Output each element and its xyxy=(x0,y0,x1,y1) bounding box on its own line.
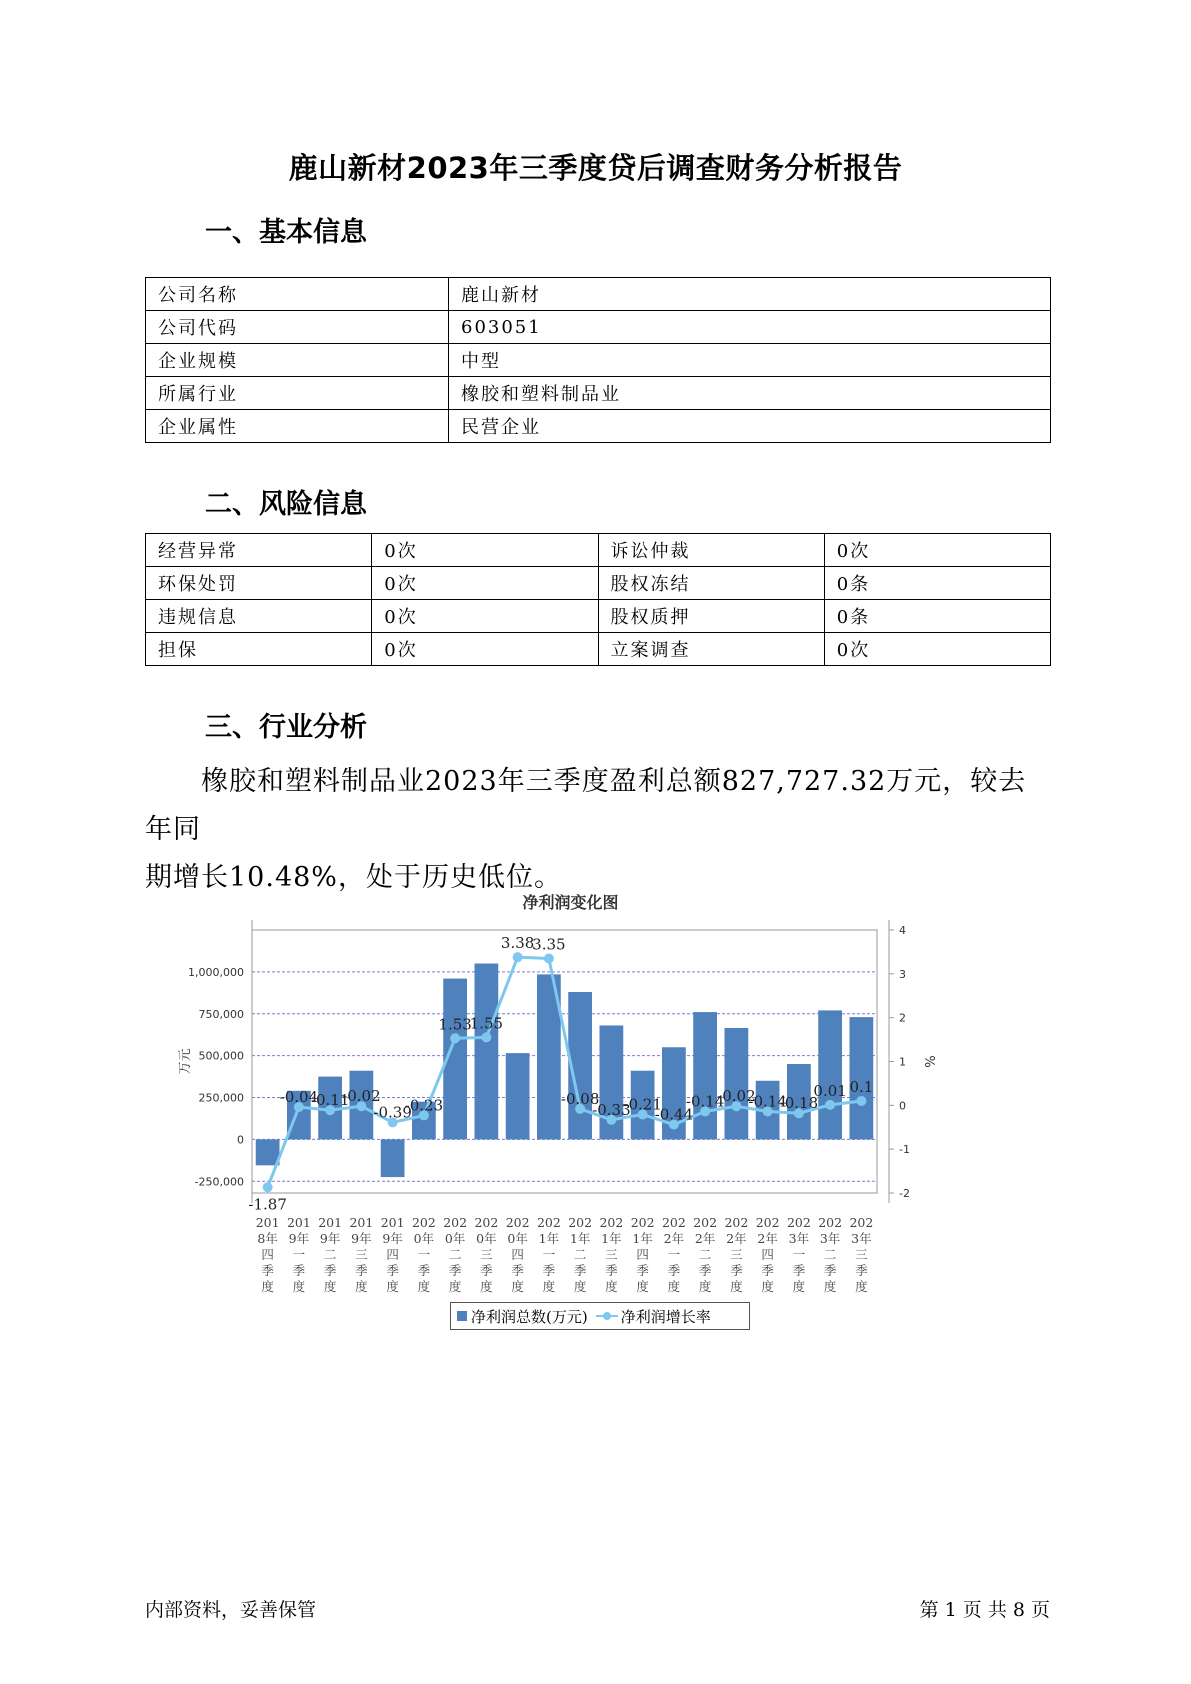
risk-info-label: 立案调查 xyxy=(598,633,824,666)
x-tick-label-line: 度 xyxy=(417,1279,431,1294)
x-tick-label-line: 度 xyxy=(730,1279,743,1294)
legend-item-line xyxy=(596,1306,711,1327)
x-tick-label-line: 度 xyxy=(698,1279,712,1294)
x-tick-label-line: 季 xyxy=(792,1263,806,1278)
legend-line-label: 净利润增长率 xyxy=(620,1307,711,1326)
footer-page-number: 第 1 页 共 8 页 xyxy=(919,1599,1050,1621)
section-heading-risk-info: 二、风险信息 xyxy=(205,489,367,520)
x-tick-label-line: 度 xyxy=(855,1279,868,1294)
x-tick-label-line: 季 xyxy=(448,1263,462,1278)
risk-info-value: 0次 xyxy=(372,567,598,600)
x-tick-label-line: 三 xyxy=(730,1247,743,1262)
x-tick-label-line: 2年 xyxy=(694,1231,716,1246)
x-tick-label-line: 季 xyxy=(355,1263,368,1278)
x-tick-label-line: 季 xyxy=(667,1263,681,1278)
risk-info-value: 0次 xyxy=(824,534,1050,567)
y-right-axis-title: % xyxy=(921,1055,936,1068)
paragraph-line-1: 橡胶和塑料制品业2023年三季度盈利总额827,727.32万元，较去年同 xyxy=(145,766,1027,845)
risk-info-value: 0次 xyxy=(372,633,598,666)
x-tick-label-line: 度 xyxy=(573,1279,587,1294)
x-tick-label xyxy=(349,1215,373,1294)
x-tick-label xyxy=(537,1215,561,1294)
y-left-tick-label: 500,000 xyxy=(198,1049,244,1063)
risk-info-table xyxy=(145,533,1051,666)
legend-item-bar xyxy=(457,1306,588,1327)
x-tick-label-line: 二 xyxy=(823,1247,837,1262)
bar-net-profit xyxy=(475,964,499,1140)
x-tick-label-line: 1年 xyxy=(569,1231,591,1246)
x-tick-label xyxy=(662,1215,686,1294)
x-tick-label-line: 3年 xyxy=(819,1231,841,1246)
x-tick-label-line: 202 xyxy=(411,1215,436,1230)
x-tick-label xyxy=(381,1215,405,1294)
basic-info-label: 所属行业 xyxy=(146,377,449,410)
basic-info-value: 中型 xyxy=(449,344,1051,377)
x-tick-label-line: 度 xyxy=(292,1279,306,1294)
basic-info-label: 企业规模 xyxy=(146,344,449,377)
y-left-tick-label: -250,000 xyxy=(194,1175,244,1189)
x-tick-label-line: 四 xyxy=(261,1247,274,1262)
x-tick-label-line: 9年 xyxy=(288,1231,310,1246)
x-tick-label-line: 201 xyxy=(255,1215,280,1230)
x-tick-label-line: 度 xyxy=(605,1279,618,1294)
data-label-growth-rate: -0.39 xyxy=(373,1103,412,1122)
legend-bar-label: 净利润总数(万元) xyxy=(471,1307,588,1326)
x-tick-label-line: 度 xyxy=(823,1279,837,1294)
basic-info-value: 603051 xyxy=(449,311,1051,344)
x-tick-label-line: 202 xyxy=(818,1215,843,1230)
x-tick-label-line: 202 xyxy=(599,1215,624,1230)
x-tick-label-line: 201 xyxy=(286,1215,311,1230)
x-tick-label xyxy=(849,1215,873,1294)
net-profit-chart xyxy=(175,878,1015,1298)
point-growth-rate xyxy=(481,1032,491,1042)
data-label-growth-rate: 3.38 xyxy=(500,934,535,953)
x-tick-label-line: 0年 xyxy=(507,1231,528,1246)
x-tick-label-line: 0年 xyxy=(444,1231,466,1246)
x-tick-label-line: 202 xyxy=(755,1215,780,1230)
y-left-tick-label: 0 xyxy=(237,1133,244,1147)
x-tick-label xyxy=(318,1215,342,1294)
x-tick-label-line: 3年 xyxy=(851,1231,872,1246)
x-tick-label-line: 季 xyxy=(605,1263,618,1278)
x-tick-label-line: 202 xyxy=(536,1215,561,1230)
x-tick-label-line: 季 xyxy=(698,1263,712,1278)
x-tick-label-line: 202 xyxy=(630,1215,655,1230)
x-tick-label-line: 0年 xyxy=(413,1231,435,1246)
bar-net-profit xyxy=(256,1139,280,1165)
point-growth-rate xyxy=(825,1100,835,1110)
basic-info-value: 橡胶和塑料制品业 xyxy=(449,377,1051,410)
x-tick-label xyxy=(818,1215,842,1294)
data-label-growth-rate: 1.53 xyxy=(438,1015,472,1034)
x-tick-label-line: 季 xyxy=(323,1263,337,1278)
x-tick-label-line: 度 xyxy=(542,1279,556,1294)
data-label-growth-rate: -0.08 xyxy=(560,1089,600,1108)
x-tick-label-line: 度 xyxy=(761,1279,774,1294)
plot-frame xyxy=(252,930,877,1193)
data-label-growth-rate: 0.01 xyxy=(813,1081,847,1100)
x-tick-label-line: 一 xyxy=(667,1247,681,1262)
x-tick-label-line: 一 xyxy=(292,1247,306,1262)
data-label-growth-rate: -0.14 xyxy=(685,1092,725,1111)
data-label-growth-rate: 1.55 xyxy=(469,1014,504,1033)
section-heading-industry-analysis: 三、行业分析 xyxy=(205,712,367,743)
x-tick-label-line: 季 xyxy=(730,1263,743,1278)
x-tick-label-line: 202 xyxy=(505,1215,530,1230)
x-tick-label-line: 201 xyxy=(318,1215,343,1230)
x-tick-label-line: 202 xyxy=(724,1215,749,1230)
x-tick-label-line: 季 xyxy=(480,1263,493,1278)
risk-info-value: 0次 xyxy=(372,600,598,633)
y-right-tick-label: -2 xyxy=(899,1187,910,1200)
data-label-growth-rate: 0.1 xyxy=(849,1077,874,1096)
y-left-axis-title: 万元 xyxy=(178,1048,193,1075)
x-tick-label-line: 一 xyxy=(417,1247,431,1262)
basic-info-label: 公司名称 xyxy=(146,278,449,311)
x-tick-label-line: 202 xyxy=(661,1215,686,1230)
x-tick-label-line: 季 xyxy=(292,1263,306,1278)
x-tick-label xyxy=(568,1215,592,1294)
risk-info-value: 0次 xyxy=(824,633,1050,666)
data-label-growth-rate: -0.33 xyxy=(592,1100,631,1119)
data-label-growth-rate: -0.02 xyxy=(717,1087,756,1106)
risk-info-row xyxy=(146,600,1051,633)
x-tick-label-line: 2年 xyxy=(757,1231,778,1246)
report-title: 鹿山新材2023年三季度贷后调查财务分析报告 xyxy=(288,151,903,185)
x-tick-label-line: 3年 xyxy=(788,1231,810,1246)
x-tick-label-line: 度 xyxy=(480,1279,493,1294)
data-label-growth-rate: -0.21 xyxy=(623,1095,662,1114)
risk-info-label: 股权质押 xyxy=(598,600,824,633)
y-left-tick-label: 1,000,000 xyxy=(188,965,244,979)
basic-info-row xyxy=(146,311,1051,344)
bar-net-profit xyxy=(693,1012,717,1139)
x-tick-label-line: 0年 xyxy=(476,1231,497,1246)
x-tick-label-line: 二 xyxy=(698,1247,712,1262)
section-heading-basic-info: 一、基本信息 xyxy=(205,217,367,248)
x-tick-label-line: 季 xyxy=(417,1263,431,1278)
x-tick-label-line: 四 xyxy=(636,1247,649,1262)
basic-info-table xyxy=(145,277,1051,443)
x-tick-label-line: 三 xyxy=(355,1247,368,1262)
x-tick-label-line: 度 xyxy=(448,1279,462,1294)
y-right-tick-label: 1 xyxy=(899,1055,906,1069)
x-tick-label-line: 202 xyxy=(849,1215,874,1230)
data-label-growth-rate: 3.35 xyxy=(532,935,566,954)
x-tick-label-line: 一 xyxy=(792,1247,806,1262)
point-growth-rate xyxy=(856,1096,866,1106)
risk-info-label: 诉讼仲裁 xyxy=(598,534,824,567)
basic-info-label: 公司代码 xyxy=(146,311,449,344)
x-tick-label-line: 8年 xyxy=(257,1231,278,1246)
x-tick-label-line: 三 xyxy=(605,1247,618,1262)
x-tick-label-line: 季 xyxy=(386,1263,399,1278)
x-tick-label xyxy=(724,1215,748,1294)
x-tick-label xyxy=(693,1215,717,1294)
x-tick-label-line: 1年 xyxy=(632,1231,653,1246)
y-right-tick-label: 2 xyxy=(899,1011,906,1025)
basic-info-value: 民营企业 xyxy=(449,410,1051,443)
x-tick-label-line: 度 xyxy=(636,1279,649,1294)
y-right-tick-label: -1 xyxy=(899,1143,910,1157)
point-growth-rate xyxy=(544,953,554,963)
x-tick-label-line: 201 xyxy=(349,1215,374,1230)
x-tick-label-line: 202 xyxy=(474,1215,499,1230)
x-tick-label-line: 2年 xyxy=(663,1231,685,1246)
x-tick-label-line: 季 xyxy=(542,1263,556,1278)
x-tick-label-line: 9年 xyxy=(382,1231,403,1246)
risk-info-value: 0条 xyxy=(824,600,1050,633)
x-tick-label-line: 度 xyxy=(667,1279,681,1294)
risk-info-row xyxy=(146,567,1051,600)
x-tick-label xyxy=(443,1215,467,1294)
data-label-growth-rate: -0.44 xyxy=(654,1105,694,1124)
basic-info-row xyxy=(146,377,1051,410)
point-growth-rate xyxy=(513,952,523,962)
x-tick-label-line: 201 xyxy=(380,1215,405,1230)
x-tick-label-line: 四 xyxy=(761,1247,774,1262)
point-growth-rate xyxy=(450,1033,460,1043)
x-tick-label-line: 度 xyxy=(792,1279,806,1294)
paragraph-line-2: 期增长10.48%，处于历史低位。 xyxy=(145,862,562,893)
x-tick-label-line: 二 xyxy=(323,1247,337,1262)
x-tick-label xyxy=(287,1215,311,1294)
x-tick-label-line: 季 xyxy=(261,1263,274,1278)
x-tick-label-line: 季 xyxy=(636,1263,649,1278)
x-tick-label-line: 季 xyxy=(761,1263,774,1278)
x-tick-label xyxy=(599,1215,623,1294)
data-label-growth-rate: -0.11 xyxy=(310,1091,350,1110)
risk-info-row xyxy=(146,633,1051,666)
risk-info-row xyxy=(146,534,1051,567)
x-tick-label-line: 度 xyxy=(355,1279,368,1294)
x-tick-label-line: 二 xyxy=(448,1247,462,1262)
y-right-tick-label: 3 xyxy=(899,967,906,981)
chart-legend xyxy=(450,1302,750,1330)
x-tick-label-line: 季 xyxy=(573,1263,587,1278)
y-right-tick-label: 4 xyxy=(899,924,906,937)
y-left-tick-label: 250,000 xyxy=(198,1091,244,1105)
x-tick-label-line: 度 xyxy=(323,1279,337,1294)
x-tick-label-line: 四 xyxy=(511,1247,524,1262)
y-right-tick-label: 0 xyxy=(899,1099,906,1113)
basic-info-row xyxy=(146,410,1051,443)
data-label-growth-rate: -0.04 xyxy=(279,1088,319,1107)
x-tick-label-line: 202 xyxy=(693,1215,718,1230)
x-tick-label-line: 9年 xyxy=(351,1231,372,1246)
x-tick-label-line: 202 xyxy=(568,1215,593,1230)
bar-net-profit xyxy=(381,1139,405,1177)
risk-info-label: 违规信息 xyxy=(146,600,372,633)
risk-info-label: 经营异常 xyxy=(146,534,372,567)
x-tick-label-line: 季 xyxy=(855,1263,868,1278)
x-tick-label-line: 1年 xyxy=(601,1231,622,1246)
x-tick-label-line: 202 xyxy=(443,1215,468,1230)
legend-bar-swatch xyxy=(457,1311,467,1321)
x-tick-label xyxy=(412,1215,436,1294)
x-tick-label-line: 季 xyxy=(511,1263,524,1278)
risk-info-value: 0次 xyxy=(372,534,598,567)
x-tick-label-line: 1年 xyxy=(538,1231,560,1246)
data-label-growth-rate: -0.23 xyxy=(404,1096,444,1115)
x-tick-label-line: 度 xyxy=(511,1279,524,1294)
x-tick-label-line: 三 xyxy=(855,1247,868,1262)
x-tick-label xyxy=(256,1215,280,1294)
data-label-growth-rate: -0.18 xyxy=(779,1094,819,1113)
x-tick-label xyxy=(474,1215,498,1294)
footer-left: 内部资料，妥善保管 xyxy=(145,1599,317,1621)
x-tick-label-line: 202 xyxy=(786,1215,811,1230)
x-tick-label-line: 二 xyxy=(573,1247,587,1262)
bar-net-profit xyxy=(725,1028,749,1139)
x-tick-label xyxy=(506,1215,530,1294)
x-tick-label-line: 度 xyxy=(386,1279,399,1294)
x-tick-label-line: 季 xyxy=(823,1263,837,1278)
risk-info-label: 担保 xyxy=(146,633,372,666)
risk-info-label: 股权冻结 xyxy=(598,567,824,600)
y-left-tick-label: 750,000 xyxy=(198,1007,244,1021)
x-tick-label xyxy=(631,1215,655,1294)
data-label-growth-rate: -0.02 xyxy=(342,1087,381,1106)
x-tick-label-line: 一 xyxy=(542,1247,556,1262)
basic-info-label: 企业属性 xyxy=(146,410,449,443)
legend-line-swatch xyxy=(596,1311,618,1321)
x-tick-label-line: 9年 xyxy=(319,1231,341,1246)
x-tick-label-line: 度 xyxy=(261,1279,274,1294)
x-tick-label xyxy=(787,1215,811,1294)
chart-title: 净利润变化图 xyxy=(522,893,619,912)
bar-net-profit xyxy=(818,1010,842,1139)
bar-net-profit xyxy=(506,1053,530,1139)
basic-info-value: 鹿山新材 xyxy=(449,278,1051,311)
risk-info-value: 0条 xyxy=(824,567,1050,600)
data-label-growth-rate: -1.87 xyxy=(248,1195,287,1214)
x-tick-label-line: 2年 xyxy=(726,1231,747,1246)
basic-info-row xyxy=(146,278,1051,311)
risk-info-label: 环保处罚 xyxy=(146,567,372,600)
x-tick-label xyxy=(756,1215,780,1294)
data-label-growth-rate: -0.14 xyxy=(748,1092,787,1111)
point-growth-rate xyxy=(263,1182,273,1192)
basic-info-row xyxy=(146,344,1051,377)
x-tick-label-line: 三 xyxy=(480,1247,493,1262)
x-tick-label-line: 四 xyxy=(386,1247,399,1262)
